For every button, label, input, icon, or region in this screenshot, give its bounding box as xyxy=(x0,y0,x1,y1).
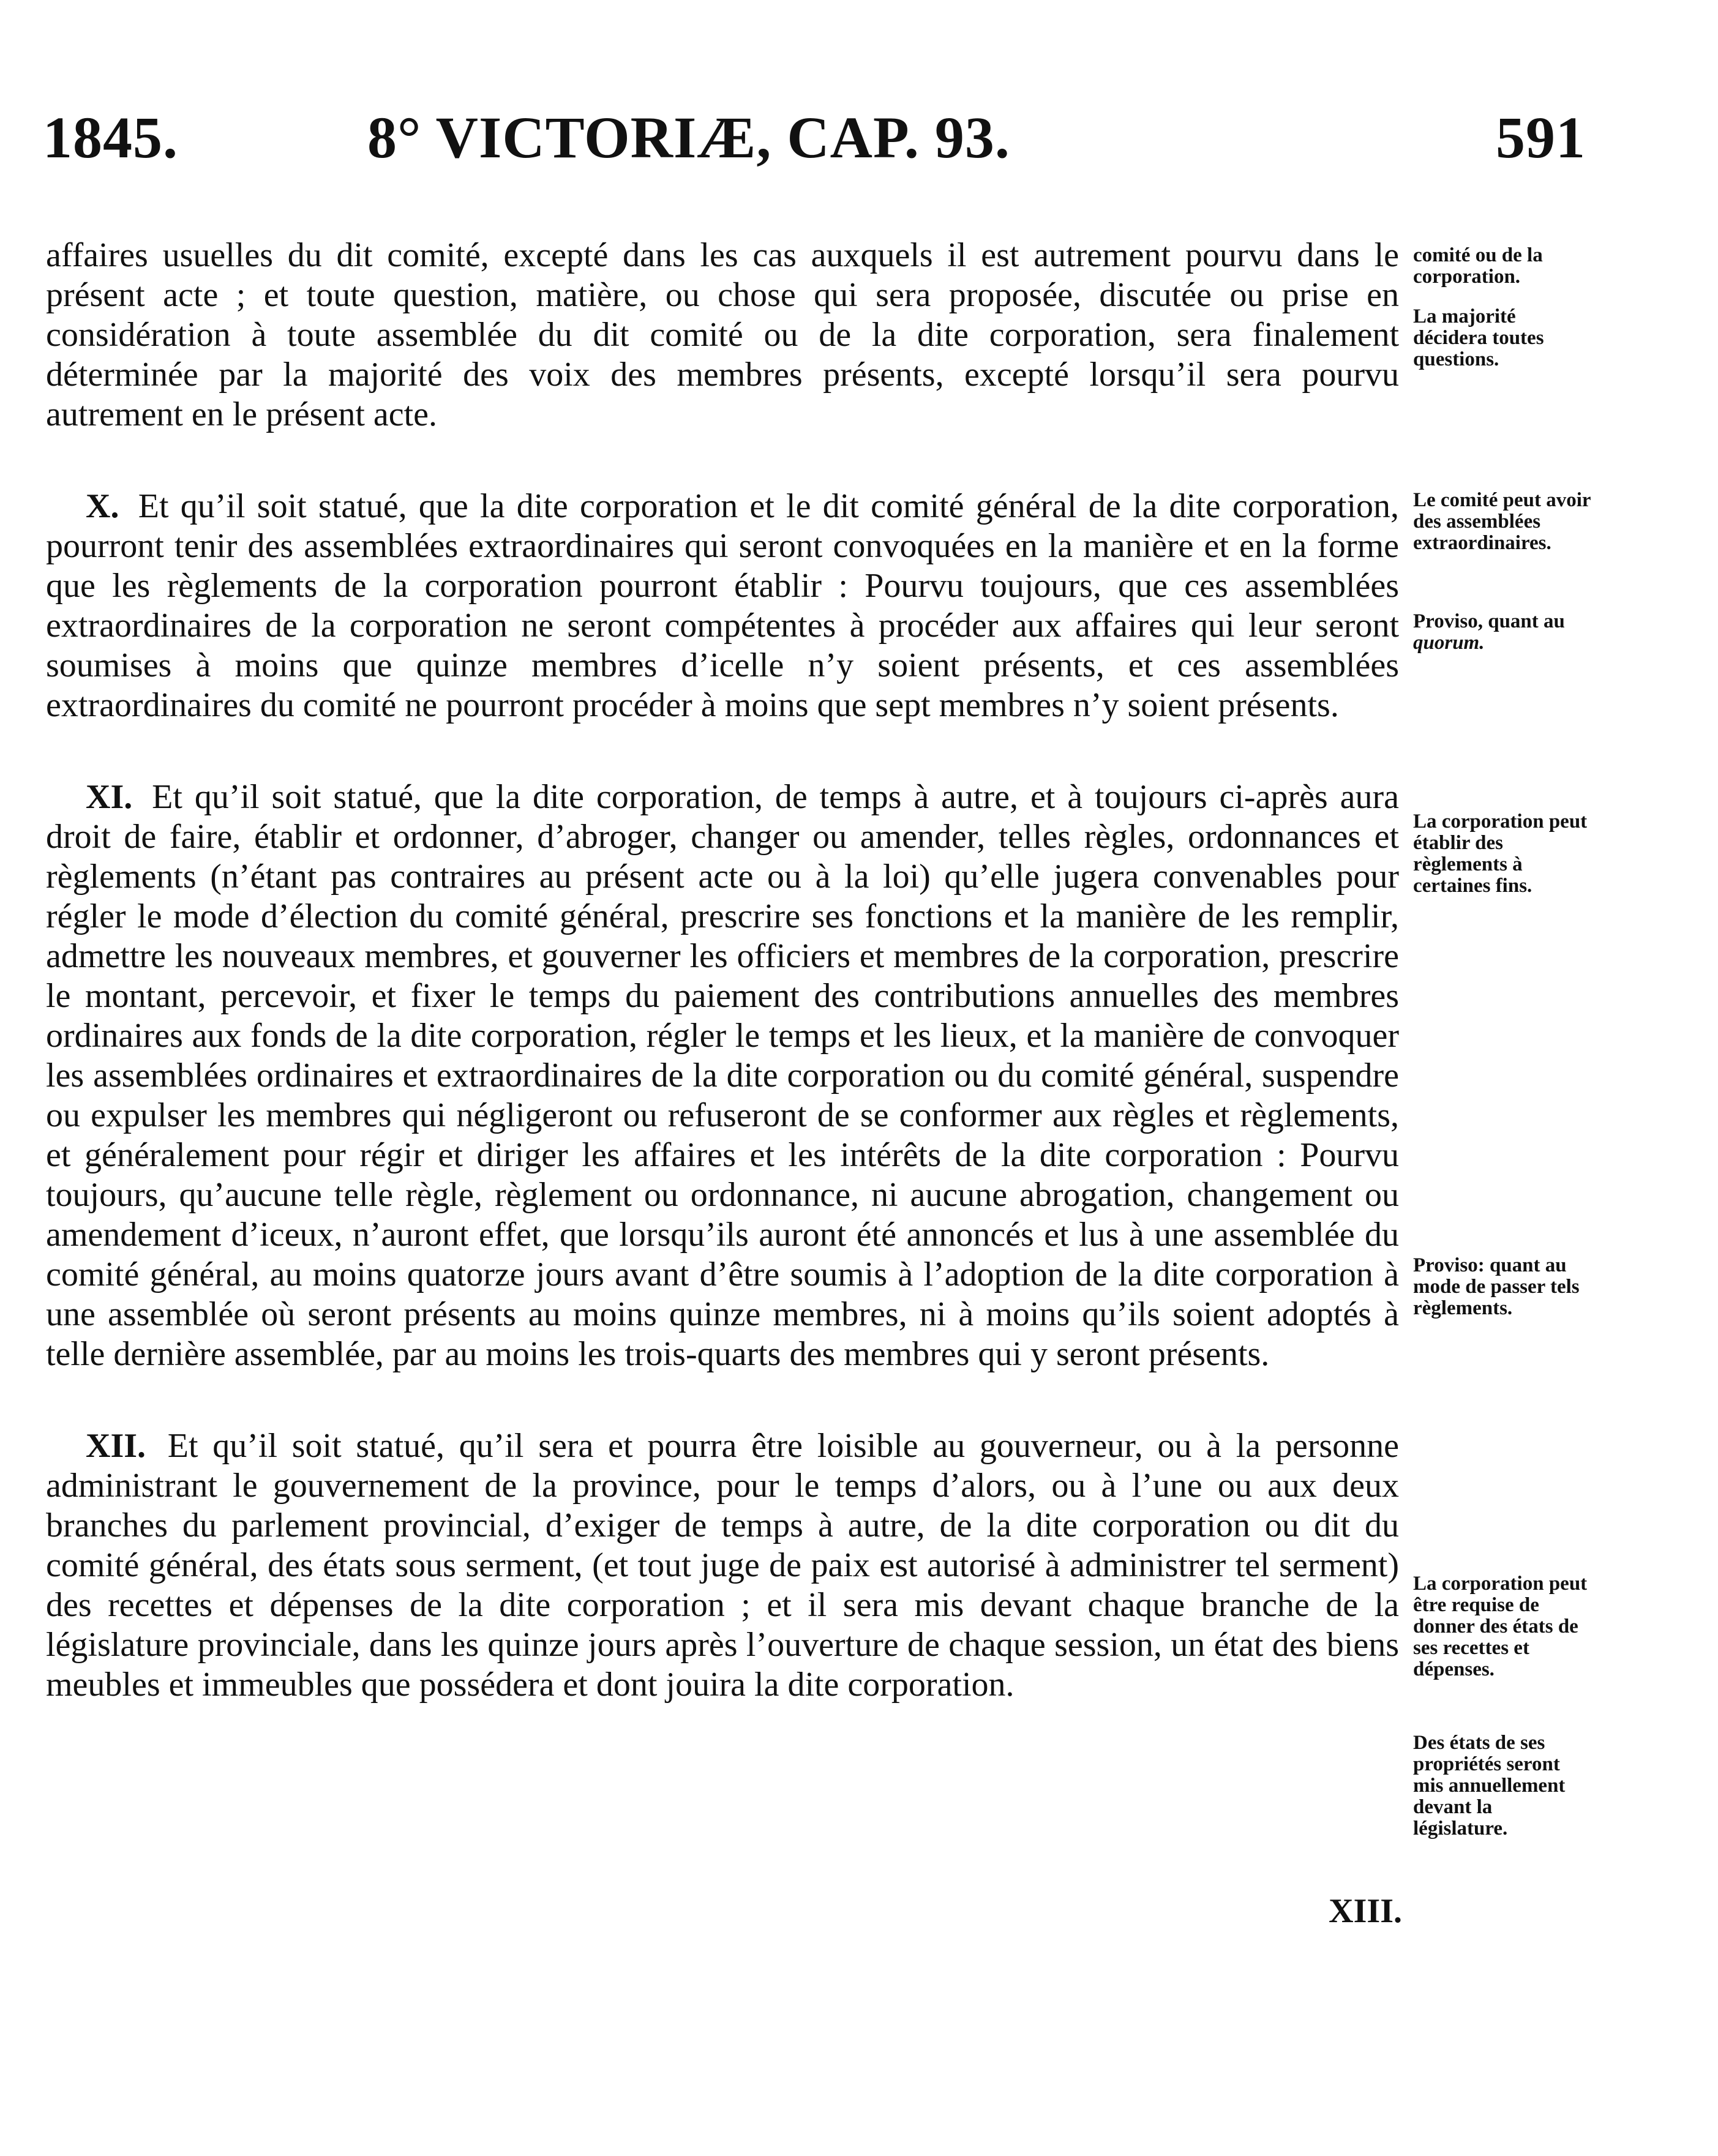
margin-note: Le comité peut avoir des assemblées extraordinaires. xyxy=(1413,489,1591,554)
section-number: XI. xyxy=(86,778,133,816)
margin-note: comité ou de la corporation. xyxy=(1413,244,1543,288)
margin-note: Proviso: quant au mode de passer tels règlements. xyxy=(1413,1254,1580,1319)
margin-note: La majorité décidera toutes questions. xyxy=(1413,305,1544,370)
section-xii xyxy=(46,1426,1399,1705)
margin-note-italic: quorum. xyxy=(1413,632,1485,654)
section-text: Et qu’il soit statué, que la dite corporation et le dit comité général de la dite corporation, pourront tenir des assemblées extraordinaires qui seront convoquées en la manière et en la forme que les règlements de la corporation pourront établir : Pourvu toujours, que ces assemblées extraordinaires de la corporation ne seront compétentes à procéder aux affaires qui leur seront soumises à moins que quinze membres d’icelle n’y soient présents, et ces assemblées extraordinaires du comité ne pourront procéder à moins que sept membres n’y soient présents. xyxy=(46,487,1400,724)
header-year: 1845. xyxy=(43,105,178,170)
catchword: XIII. xyxy=(1329,1892,1402,1930)
section-text: Et qu’il soit statué, que la dite corporation, de temps à autre, et à toujours ci-après aura droit de faire, établir et ordonner, d’abroger, changer ou amender, telles règles, ordonnances et règlements (n’étant pas contraires au présent acte ou à la loi) qu’elle jugera convenables pour régler le mode d’élection du comité général, prescrire ses fonctions et la manière de les remplir, admettre les nouveaux membres, et gouverner les officiers et membres de la corporation, prescrire le montant, percevoir, et fixer le temps du paiement des contributions annuelles des membres ordinaires aux fonds de la dite corporation, régler le temps et les lieux, et la manière de convoquer les assemblées ordinaires et extraordinaires de la dite corporation ou du comité général, suspendre ou expulser les membres qui négligeront ou refuseront de se conformer aux règles et règlements, et généralement pour régir et diriger les affaires et les intérêts de la dite corporation : Pourvu toujours, qu’aucune telle règle, règlement ou ordonnance, ni aucune abrogation, changement ou amendement d’iceux, n’auront effet, que lorsqu’ils auront été annoncés et lus à une assemblée du comité général, au moins quatorze jours avant d’être soumis à l’adoption de la dite corporation à une assemblée où seront présents au moins quinze membres, ni à moins qu’ils soient adoptés à telle dernière assemblée, par au moins les trois-quarts des membres qui y seront présents. xyxy=(46,778,1400,1373)
main-text-column xyxy=(46,236,1399,1705)
margin-note xyxy=(1413,611,1591,654)
margin-note: La corporation peut établir des règlements à certaines fins. xyxy=(1413,810,1588,897)
paragraph-continuation: affaires usuelles du dit comité, excepté dans les cas auxquels il est autrement pourvu dans le présent acte ; et toute question, matière, ou chose qui sera proposée, discutée ou prise en considération à toute assemblée du dit comité ou de la dite corporation, sera finalement déterminée par la majorité des voix des membres présents, excepté lorsqu’il sera pourvu autrement en le présent acte. xyxy=(46,236,1399,433)
margin-note: Des états de ses propriétés seront mis annuellement devant la législature. xyxy=(1413,1732,1566,1840)
section-text: Et qu’il soit statué, qu’il sera et pourra être loisible au gouverneur, ou à la personne administrant le gouvernement de la province, pour le temps d’alors, ou à l’une ou aux deux branches du parlement provincial, d’exiger de temps à autre, de la dite corporation ou dit du comité général, des états sous serment, (et tout juge de paix est autorisé à administrer tel serment) des recettes et dépenses de la dite corporation ; et il sera mis devant chaque branche de la législature provinciale, dans les quinze jours après l’ouverture de chaque session, un état des biens meubles et immeubles que possédera et dont jouira la dite corporation. xyxy=(46,1427,1400,1704)
section-x xyxy=(46,487,1399,725)
section-number: X. xyxy=(86,487,119,525)
section-xi xyxy=(46,777,1399,1374)
page-number: 591 xyxy=(1496,105,1586,170)
margin-note-text: Proviso, quant au xyxy=(1413,610,1565,632)
header-title: 8° VICTORIÆ, CAP. 93. xyxy=(367,105,1010,170)
section-number: XII. xyxy=(86,1427,146,1465)
margin-note: La corporation peut être requise de donner des états de ses recettes et dépenses. xyxy=(1413,1573,1588,1680)
running-header xyxy=(43,104,1586,196)
